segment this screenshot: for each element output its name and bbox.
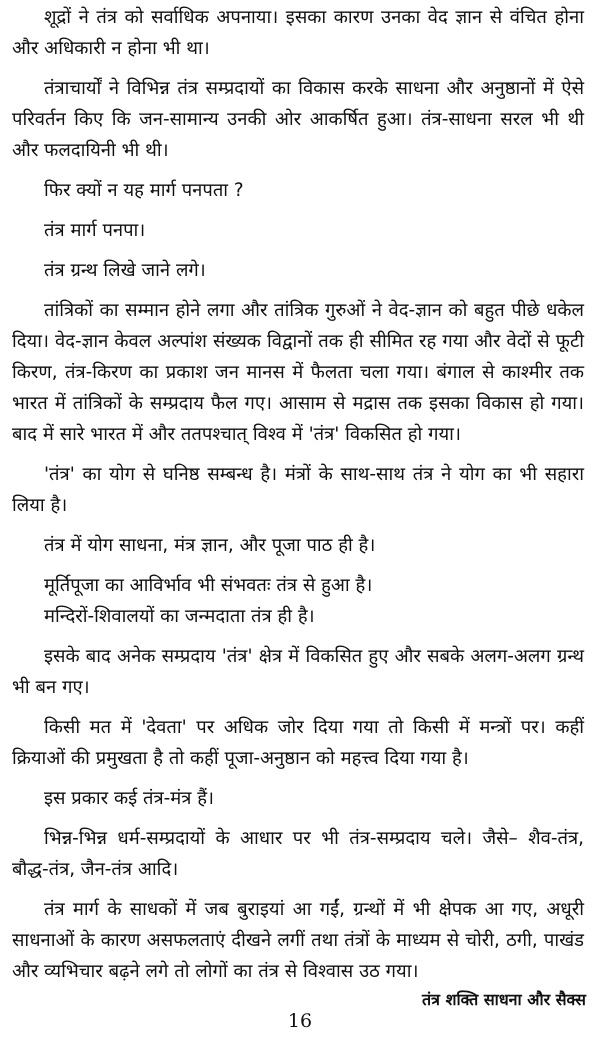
paragraph-religious-sects: भिन्न-भिन्न धर्म-सम्प्रदायों के आधार पर भी तंत्र-सम्प्रदाय चले। जैसे– शैव-तंत्र, बौद्ध-तंत्र, जैन-तंत्र आदि। <box>12 828 584 880</box>
paragraph-why-not-flourish: फिर क्यों न यह मार्ग पनपता ? <box>44 180 244 201</box>
paragraph-temples-origin: मन्दिरों-शिवालयों का जन्मदाता तंत्र ही है। <box>44 606 315 627</box>
paragraph-many-tantra-mantra: इस प्रकार कई तंत्र-मंत्र हैं। <box>44 788 215 809</box>
page-number: 16 <box>287 1010 313 1032</box>
paragraph-tantra-acharyas: तंत्राचार्यों ने विभिन्न तंत्र सम्प्रदायों का विकास करके साधना और अनुष्ठानों में ऐसे परिवर्तन किए कि जन-सामान्य उनकी ओर आकर्षित हुआ। तंत्र-साधना सरल भी थी और फलदायिनी भी थी। <box>12 78 584 161</box>
paragraph-tantra-and-yoga: 'तंत्र' का योग से घनिष्ठ सम्बन्ध है। मंत्रों के साथ-साथ तंत्र ने योग का भी सहारा लिया है। <box>12 464 584 516</box>
paragraph-idol-worship: मूर्तिपूजा का आविर्भाव भी संभवतः तंत्र से हुआ है। <box>44 575 373 596</box>
paragraph-tantriks-respected: तांत्रिकों का सम्मान होने लगा और तांत्रिक गुरुओं ने वेद-ज्ञान को बहुत पीछे धकेल दिया। वेद-ज्ञान केवल अल्पांश संख्यक विद्वानों तक ही सीमित रह गया और वेदों से फूटी किरण, तंत्र-किरण का प्रकाश जन मानस में फैलता चला गया। बंगाल से काश्मीर तक भारत में तांत्रिकों के सम्प्रदाय फैल गए। आसाम से मद्रास तक इसका विकास हो गया। बाद में सारे भारत में और ततपश्चात् विश्व में 'तंत्र' विकसित हो गया। <box>12 300 584 445</box>
paragraph-many-sects: इसके बाद अनेक सम्प्रदाय 'तंत्र' क्षेत्र में विकसित हुए और सबके अलग-अलग ग्रन्थ भी बन गए। <box>12 646 584 698</box>
paragraph-loss-of-faith: तंत्र मार्ग के साधकों में जब बुराइयां आ गईं, ग्रन्थों में भी क्षेपक आ गए, अधूरी साधनाओं के कारण असफलताएं दीखने लगीं तथा तंत्रों के माध्यम से चोरी, ठगी, पाखंड और व्यभिचार बढ़ने लगे तो लोगों का तंत्र से विश्वास उठ गया। <box>12 899 584 982</box>
paragraph-texts-written: तंत्र ग्रन्थ लिखे जाने लगे। <box>44 260 206 281</box>
page-body <box>12 2 584 996</box>
paragraph-yoga-mantra-puja: तंत्र में योग साधना, मंत्र ज्ञान, और पूजा पाठ ही है। <box>44 535 376 556</box>
paragraph-tantra-flourished: तंत्र मार्ग पनपा। <box>44 220 146 241</box>
paragraph-shudra-adoption: शूद्रों ने तंत्र को सर्वाधिक अपनाया। इसका कारण उनका वेद ज्ञान से वंचित होना और अधिकारी न होना भी था। <box>12 7 584 59</box>
running-footer-title: तंत्र शक्ति साधना और सैक्स <box>422 990 586 1009</box>
paragraph-deity-emphasis: किसी मत में 'देवता' पर अधिक जोर दिया गया तो किसी में मन्त्रों पर। कहीं क्रियाओं की प्रमुखता है तो कहीं पूजा-अनुष्ठान को महत्त्व दिया गया है। <box>12 717 584 769</box>
